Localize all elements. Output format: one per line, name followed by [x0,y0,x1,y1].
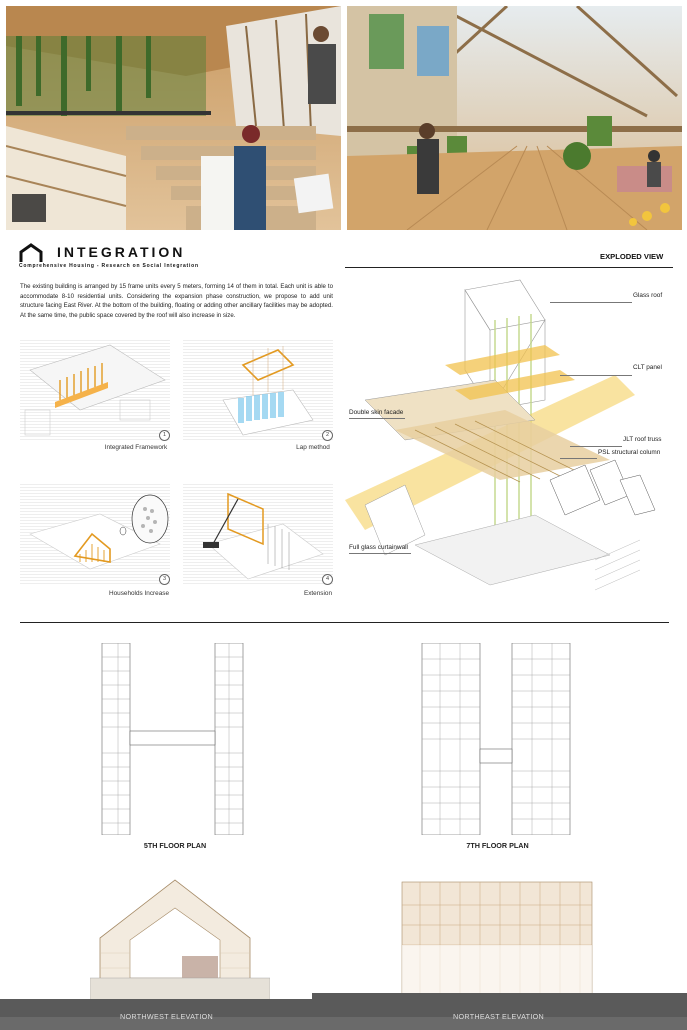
exploded-view-rule [345,267,673,268]
diagram-1-caption: Integrated Framework [104,444,168,451]
northwest-elevation-drawing [90,878,270,1000]
page-subtitle: Comprehensive Housing - Research on Social Integration [19,263,199,269]
interior-rendering-hall [347,6,682,230]
diagram-3 [20,484,170,586]
diagram-2 [183,340,333,442]
curtainwall-leader [349,553,411,554]
label-psl-column: PSL structural column [598,449,661,456]
section-divider [20,622,669,623]
jlt-truss-leader [570,446,622,447]
northwest-elevation-title: NORTHWEST ELEVATION [120,1012,214,1021]
northeast-elevation-drawing [400,880,595,996]
seventh-floor-plan [420,643,575,835]
label-glass-curtainwall: Full glass curtainwall [349,544,408,551]
fifth-floor-plan-title: 5TH FLOOR PLAN [143,841,207,850]
page-title: INTEGRATION [57,244,186,260]
label-jlt-truss: JLT roof truss [623,436,662,443]
exploded-view-heading: EXPLODED VIEW [600,252,664,261]
double-skin-leader [349,418,405,419]
diagram-2-number: 2 [322,430,333,441]
label-double-skin: Double skin facade [349,409,404,416]
exploded-axonometric [345,270,675,620]
northeast-elevation-title: NORTHEAST ELEVATION [453,1012,545,1021]
diagram-1-number: 1 [159,430,170,441]
fifth-floor-plan [100,643,250,835]
clt-panel-leader [560,375,632,376]
label-clt-panel: CLT panel [633,364,662,371]
intro-paragraph: The existing building is arranged by 15 frame units every 5 meters, forming 14 of them in total. Each unit is able to accommodate 8-10 residential units. Considering the expansion phase construction, we propose to add unit structure facing East River. At the bottom of the building, floating or adding other ancillary facilities may be adopted. At the same time, the public space covered by the roof will also increase in size. [20,283,333,319]
diagram-3-number: 3 [159,574,170,585]
diagram-2-caption: Lap method [296,444,330,451]
house-logo-icon [19,243,43,263]
interior-rendering-stairs [6,6,341,230]
glass-roof-leader [550,302,632,303]
label-glass-roof: Glass roof [633,292,663,299]
diagram-4 [183,484,333,586]
psl-column-leader [560,458,597,459]
title-block [19,243,339,271]
ground-strip [0,1017,687,1030]
diagram-1 [20,340,170,442]
seventh-floor-plan-title: 7TH FLOOR PLAN [466,841,529,850]
diagram-4-number: 4 [322,574,333,585]
diagram-4-caption: Extension [303,590,333,597]
ground-band-step [312,993,687,1001]
diagram-3-caption: Households Increase [108,590,170,597]
